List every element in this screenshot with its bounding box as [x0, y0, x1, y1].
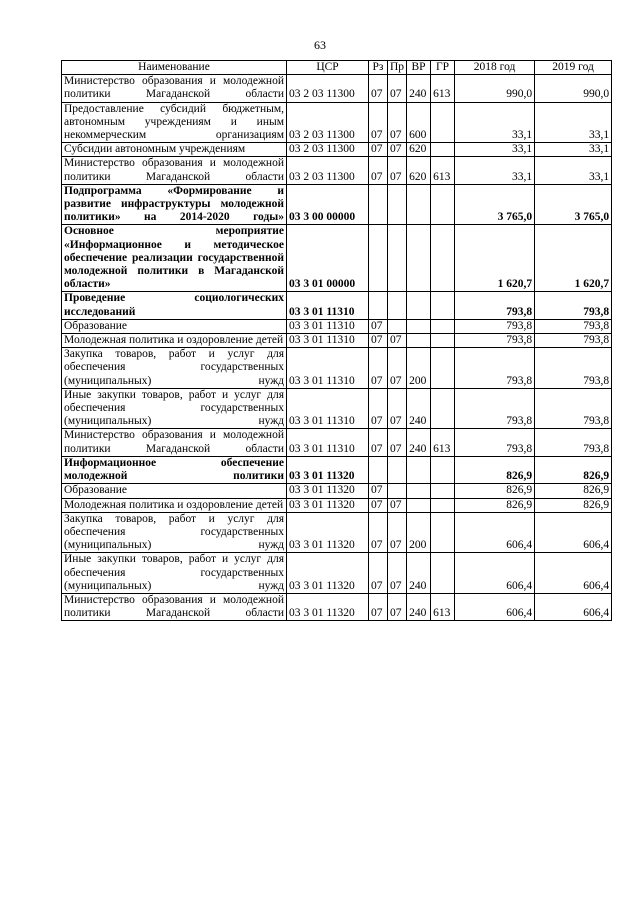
cell-2018: 793,8 — [455, 292, 535, 319]
table-row — [62, 292, 612, 319]
table-row — [62, 498, 612, 512]
cell-2018: 606,4 — [455, 512, 535, 553]
cell-rz — [369, 456, 388, 483]
cell-name: Информационное обеспечение молодежной политики — [62, 456, 287, 483]
header-2018: 2018 год — [455, 61, 535, 75]
cell-csr: 03 3 01 11320 — [287, 456, 369, 483]
cell-pr — [388, 225, 407, 292]
cell-pr: 07 — [388, 75, 407, 102]
header-csr: ЦСР — [287, 61, 369, 75]
cell-csr: 03 3 01 11320 — [287, 593, 369, 620]
cell-vr — [407, 456, 431, 483]
cell-2018: 33,1 — [455, 157, 535, 184]
cell-rz: 07 — [369, 348, 388, 389]
cell-2019: 793,8 — [535, 292, 612, 319]
cell-csr: 03 2 03 11300 — [287, 102, 369, 143]
table-row — [62, 429, 612, 456]
cell-rz: 07 — [369, 388, 388, 429]
cell-pr: 07 — [388, 143, 407, 157]
cell-rz: 07 — [369, 498, 388, 512]
cell-vr — [407, 484, 431, 498]
cell-vr: 240 — [407, 553, 431, 594]
cell-csr: 03 3 01 11310 — [287, 348, 369, 389]
cell-2019: 33,1 — [535, 157, 612, 184]
cell-2019: 606,4 — [535, 512, 612, 553]
cell-2018: 990,0 — [455, 75, 535, 102]
cell-csr: 03 2 03 11300 — [287, 157, 369, 184]
cell-2019: 606,4 — [535, 593, 612, 620]
cell-2019: 793,8 — [535, 319, 612, 333]
cell-gr — [431, 512, 455, 553]
cell-csr: 03 3 01 11320 — [287, 484, 369, 498]
cell-2019: 793,8 — [535, 429, 612, 456]
cell-rz: 07 — [369, 593, 388, 620]
cell-pr — [388, 484, 407, 498]
cell-csr: 03 2 03 11300 — [287, 143, 369, 157]
cell-gr — [431, 184, 455, 225]
cell-gr — [431, 456, 455, 483]
cell-rz: 07 — [369, 102, 388, 143]
cell-csr: 03 3 01 11320 — [287, 498, 369, 512]
cell-pr: 07 — [388, 498, 407, 512]
cell-gr: 613 — [431, 593, 455, 620]
cell-2018: 33,1 — [455, 102, 535, 143]
cell-vr: 620 — [407, 157, 431, 184]
cell-name: Образование — [62, 319, 287, 333]
cell-vr: 240 — [407, 388, 431, 429]
cell-rz: 07 — [369, 157, 388, 184]
cell-2019: 1 620,7 — [535, 225, 612, 292]
cell-name: Закупка товаров, работ и услуг для обеспечения государственных (муниципальных) нужд — [62, 512, 287, 553]
cell-csr: 03 2 03 11300 — [287, 75, 369, 102]
cell-gr — [431, 102, 455, 143]
cell-vr — [407, 498, 431, 512]
cell-2019: 826,9 — [535, 498, 612, 512]
cell-name: Министерство образования и молодежной политики Магаданской области — [62, 429, 287, 456]
cell-name: Министерство образования и молодежной политики Магаданской области — [62, 75, 287, 102]
cell-pr: 07 — [388, 348, 407, 389]
table-row — [62, 593, 612, 620]
table-row — [62, 75, 612, 102]
cell-rz: 07 — [369, 319, 388, 333]
cell-name: Молодежная политика и оздоровление детей — [62, 498, 287, 512]
cell-csr: 03 3 01 11310 — [287, 319, 369, 333]
cell-gr: 613 — [431, 75, 455, 102]
cell-pr: 07 — [388, 334, 407, 348]
cell-rz: 07 — [369, 334, 388, 348]
cell-2018: 826,9 — [455, 498, 535, 512]
table-row — [62, 102, 612, 143]
table-row — [62, 334, 612, 348]
cell-2019: 990,0 — [535, 75, 612, 102]
table-row — [62, 143, 612, 157]
cell-2018: 793,8 — [455, 388, 535, 429]
header-pr: Пр — [388, 61, 407, 75]
cell-2019: 793,8 — [535, 334, 612, 348]
cell-pr: 07 — [388, 593, 407, 620]
cell-gr: 613 — [431, 429, 455, 456]
cell-rz: 07 — [369, 512, 388, 553]
cell-gr: 613 — [431, 157, 455, 184]
cell-name: Иные закупки товаров, работ и услуг для обеспечения государственных (муниципальных) нужд — [62, 388, 287, 429]
header-vr: ВР — [407, 61, 431, 75]
cell-rz: 07 — [369, 75, 388, 102]
cell-name: Подпрограмма «Формирование и развитие инфраструктуры молодежной политики» на 2014-2020 годы» — [62, 184, 287, 225]
cell-2018: 826,9 — [455, 484, 535, 498]
cell-vr — [407, 184, 431, 225]
cell-name: Субсидии автономным учреждениям — [62, 143, 287, 157]
cell-csr: 03 3 01 11310 — [287, 334, 369, 348]
cell-2018: 606,4 — [455, 593, 535, 620]
table-row — [62, 512, 612, 553]
cell-name: Проведение социологических исследований — [62, 292, 287, 319]
cell-pr: 07 — [388, 157, 407, 184]
cell-pr — [388, 292, 407, 319]
cell-pr: 07 — [388, 512, 407, 553]
cell-csr: 03 3 00 00000 — [287, 184, 369, 225]
cell-2019: 3 765,0 — [535, 184, 612, 225]
cell-pr — [388, 456, 407, 483]
cell-csr: 03 3 01 00000 — [287, 225, 369, 292]
cell-2018: 793,8 — [455, 334, 535, 348]
cell-vr: 200 — [407, 348, 431, 389]
table-row — [62, 225, 612, 292]
table-row — [62, 348, 612, 389]
cell-pr — [388, 184, 407, 225]
cell-rz: 07 — [369, 484, 388, 498]
page-number: 63 — [314, 38, 326, 52]
cell-rz — [369, 292, 388, 319]
cell-rz: 07 — [369, 143, 388, 157]
cell-name: Предоставление субсидий бюджетным, автономным учреждениям и иным некоммерческим организациям — [62, 102, 287, 143]
cell-vr: 600 — [407, 102, 431, 143]
cell-pr: 07 — [388, 429, 407, 456]
table-row — [62, 553, 612, 594]
cell-gr — [431, 348, 455, 389]
cell-vr: 240 — [407, 75, 431, 102]
cell-gr — [431, 319, 455, 333]
cell-name: Министерство образования и молодежной политики Магаданской области — [62, 157, 287, 184]
cell-gr — [431, 334, 455, 348]
cell-2019: 793,8 — [535, 388, 612, 429]
cell-2019: 826,9 — [535, 484, 612, 498]
cell-pr: 07 — [388, 388, 407, 429]
cell-gr — [431, 143, 455, 157]
cell-2018: 33,1 — [455, 143, 535, 157]
cell-vr: 240 — [407, 593, 431, 620]
table-row — [62, 484, 612, 498]
cell-csr: 03 3 01 11310 — [287, 292, 369, 319]
header-gr: ГР — [431, 61, 455, 75]
cell-2018: 826,9 — [455, 456, 535, 483]
cell-2018: 3 765,0 — [455, 184, 535, 225]
cell-gr — [431, 484, 455, 498]
cell-pr: 07 — [388, 553, 407, 594]
table-row — [62, 184, 612, 225]
cell-gr — [431, 388, 455, 429]
cell-2019: 33,1 — [535, 102, 612, 143]
table-row — [62, 388, 612, 429]
cell-2018: 793,8 — [455, 429, 535, 456]
cell-name: Иные закупки товаров, работ и услуг для обеспечения государственных (муниципальных) нужд — [62, 553, 287, 594]
cell-gr — [431, 498, 455, 512]
table-header-row — [62, 61, 612, 75]
cell-2019: 606,4 — [535, 553, 612, 594]
budget-table — [61, 60, 612, 621]
cell-rz: 07 — [369, 429, 388, 456]
cell-pr — [388, 319, 407, 333]
cell-vr — [407, 319, 431, 333]
cell-vr — [407, 334, 431, 348]
cell-vr: 240 — [407, 429, 431, 456]
header-name: Наименование — [62, 61, 287, 75]
cell-gr — [431, 225, 455, 292]
cell-csr: 03 3 01 11310 — [287, 388, 369, 429]
cell-2019: 33,1 — [535, 143, 612, 157]
cell-rz — [369, 225, 388, 292]
cell-csr: 03 3 01 11320 — [287, 512, 369, 553]
cell-name: Молодежная политика и оздоровление детей — [62, 334, 287, 348]
cell-2018: 1 620,7 — [455, 225, 535, 292]
cell-2019: 793,8 — [535, 348, 612, 389]
cell-vr — [407, 292, 431, 319]
cell-rz: 07 — [369, 553, 388, 594]
table-row — [62, 157, 612, 184]
cell-rz — [369, 184, 388, 225]
cell-vr — [407, 225, 431, 292]
cell-name: Закупка товаров, работ и услуг для обеспечения государственных (муниципальных) нужд — [62, 348, 287, 389]
cell-vr: 620 — [407, 143, 431, 157]
cell-pr: 07 — [388, 102, 407, 143]
cell-2019: 826,9 — [535, 456, 612, 483]
table-row — [62, 456, 612, 483]
cell-name: Министерство образования и молодежной политики Магаданской области — [62, 593, 287, 620]
cell-2018: 793,8 — [455, 319, 535, 333]
cell-gr — [431, 553, 455, 594]
table-body — [62, 75, 612, 621]
cell-name: Основное мероприятие «Информационное и методическое обеспечение реализации государственной молодежной политики в Магаданской области» — [62, 225, 287, 292]
header-2019: 2019 год — [535, 61, 612, 75]
table-row — [62, 319, 612, 333]
cell-name: Образование — [62, 484, 287, 498]
cell-gr — [431, 292, 455, 319]
header-rz: Рз — [369, 61, 388, 75]
cell-csr: 03 3 01 11310 — [287, 429, 369, 456]
cell-csr: 03 3 01 11320 — [287, 553, 369, 594]
cell-vr: 200 — [407, 512, 431, 553]
cell-2018: 606,4 — [455, 553, 535, 594]
cell-2018: 793,8 — [455, 348, 535, 389]
